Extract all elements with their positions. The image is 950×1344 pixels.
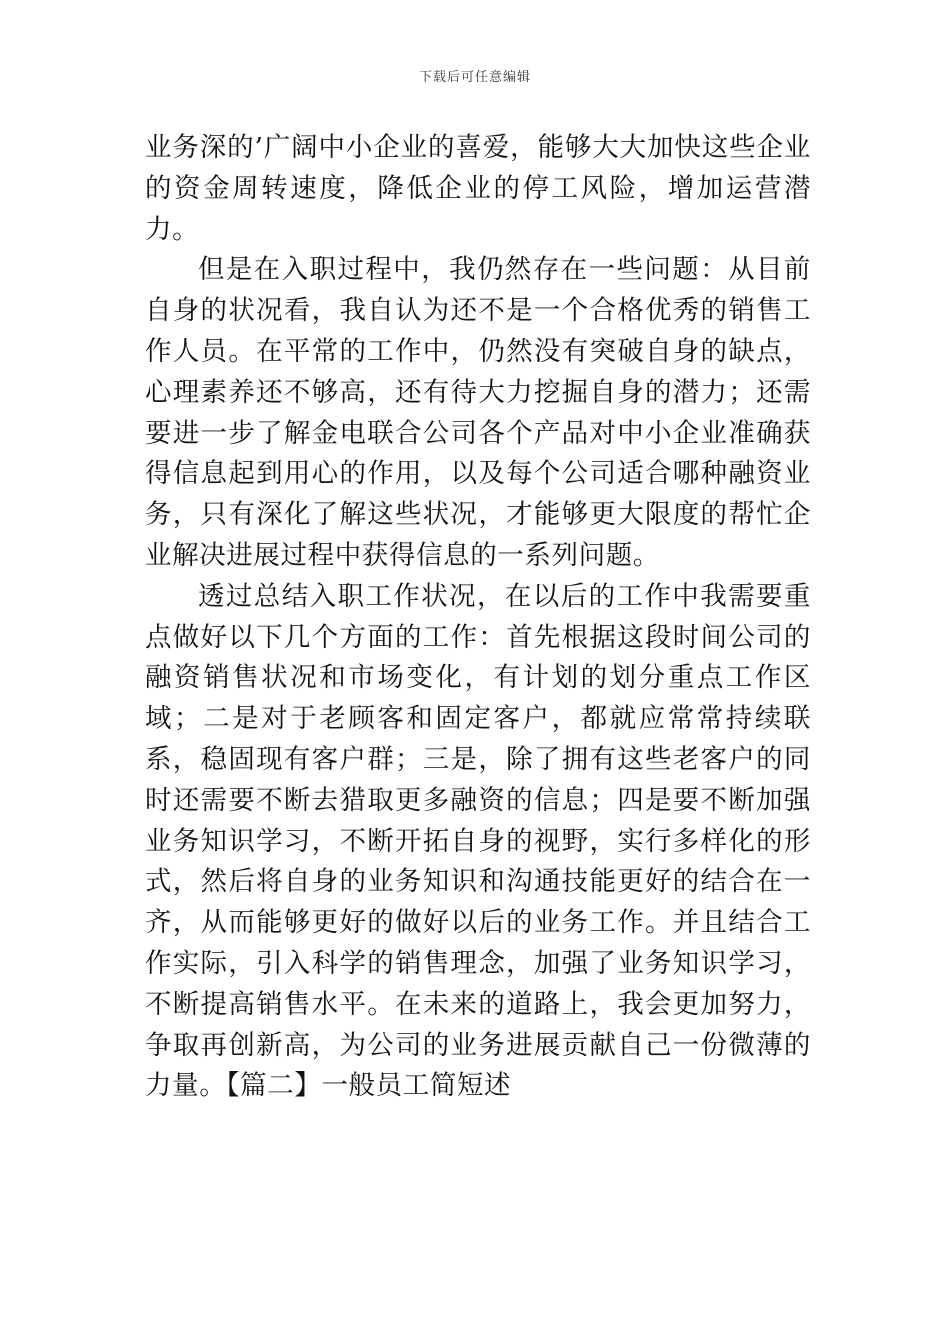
paragraph-plan: 透过总结入职工作状况，在以后的工作中我需要重点做好以下几个方面的工作：首先根据这段时间公司的融资销售状况和市场变化，有计划的划分重点工作区域；二是对于老顾客和固定客户，都就应常常持续联系，稳固现有客户群；三是，除了拥有这些老客户的同时还需要不断去猎取更多融资的信息；四是要不断加强业务知识学习，不断开拓自身的视野，实行多样化的形式，然后将自身的业务知识和沟通技能更好的结合在一齐，从而能够更好的做好以后的业务工作。并且结合工作实际，引入科学的销售理念，加强了业务知识学习，不断提高销售水平。在未来的道路上，我会更加努力，争取再创新高，为公司的业务进展贡献自己一份微薄的力量。【篇二】一般员工简短述 — [145, 580, 811, 1102]
page-header: 下载后可任意编辑 — [418, 70, 531, 85]
paragraph-continuation: 业务深的’广阔中小企业的喜爱，能够大大加快这些企业的资金周转速度，降低企业的停工风险，增加运营潜力。 — [145, 132, 811, 245]
paragraph-problems: 但是在入职过程中，我仍然存在一些问题：从目前自身的状况看，我自认为还不是一个合格优秀的销售工作人员。在平常的工作中，仍然没有突破自身的缺点，心理素养还不够高，还有待大力挖掘自身的潜力；还需要进一步了解金电联合公司各个产品对中小企业准确获得信息起到用心的作用，以及每个公司适合哪种融资业务，只有深化了解这些状况，才能够更大限度的帮忙企业解决进展过程中获得信息的一系列问题。 — [145, 254, 811, 571]
document-body — [145, 128, 811, 1107]
